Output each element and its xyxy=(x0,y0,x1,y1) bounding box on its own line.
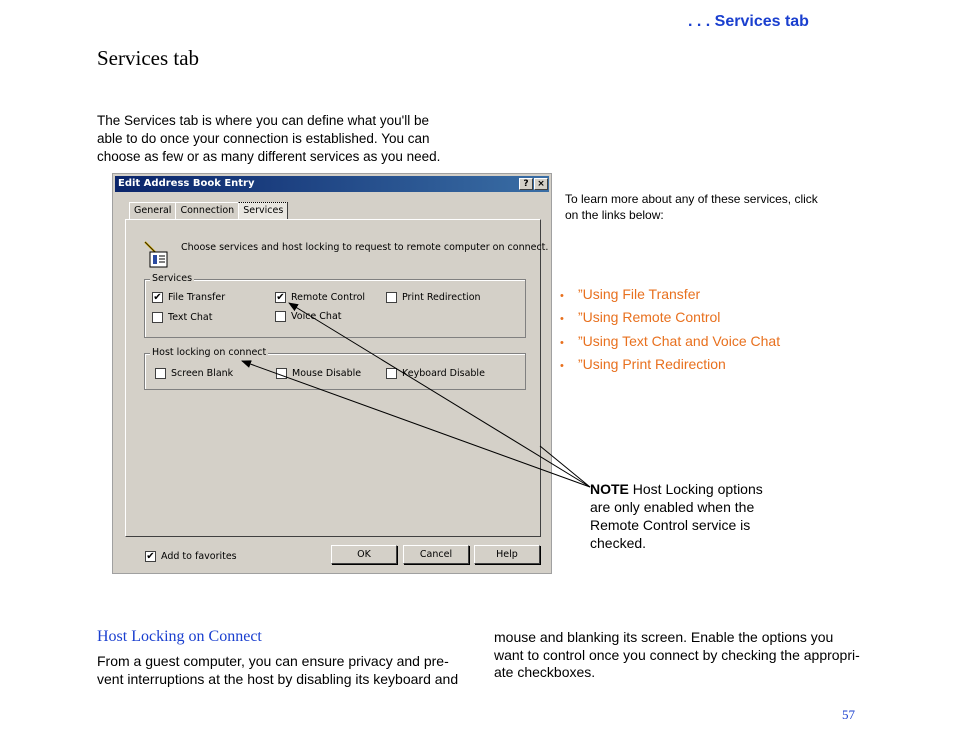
checkbox-label: Voice Chat xyxy=(291,311,342,322)
dialog-title: Edit Address Book Entry xyxy=(118,178,255,189)
section-text-right xyxy=(494,629,874,682)
arrow-to-host-locking xyxy=(242,361,590,487)
close-icon[interactable]: × xyxy=(534,178,548,190)
checkbox-label: Text Chat xyxy=(168,312,213,323)
section-heading: Host Locking on Connect xyxy=(97,628,262,645)
tab-services[interactable]: Services xyxy=(238,202,288,220)
arrow-to-keyboard xyxy=(540,446,590,487)
note-line: Remote Control service is xyxy=(590,517,751,533)
bullet: • xyxy=(560,290,564,302)
ok-button[interactable]: OK xyxy=(331,545,397,564)
checkbox-box[interactable]: ✔ xyxy=(276,292,285,303)
intro-line: able to do once your connection is established. You can xyxy=(97,131,430,146)
dialog-description: Choose services and host locking to request to remote computer on connect. xyxy=(181,242,549,253)
checkbox-label: Mouse Disable xyxy=(292,368,362,379)
host-locking-group-label: Host locking on connect xyxy=(152,347,267,358)
services-group-label: Services xyxy=(152,273,193,284)
help-icon[interactable]: ? xyxy=(519,178,533,190)
note-line: checked. xyxy=(590,535,647,551)
tab-general[interactable]: General xyxy=(129,202,176,220)
learn-more-line: on the links below: xyxy=(565,208,664,222)
section-line: vent interruptions at the host by disabling its keyboard and xyxy=(97,670,459,687)
section-line: mouse and blanking its screen. Enable the options you xyxy=(494,629,834,645)
bullet: • xyxy=(560,336,564,349)
link-text[interactable]: ”Using File Transfer xyxy=(578,286,701,302)
checkbox-box[interactable]: ✔ xyxy=(153,292,162,303)
link-text[interactable]: ”Using Remote Control xyxy=(578,309,721,326)
page-number: 57 xyxy=(842,707,855,722)
intro-line: choose as few or as many different services as you need. xyxy=(97,149,441,164)
section-line: From a guest computer, you can ensure privacy and pre- xyxy=(97,653,449,669)
checkbox-box[interactable]: ✔ xyxy=(146,551,155,562)
checkbox-label: File Transfer xyxy=(168,292,226,303)
link-text[interactable]: ”Using Print Redirection xyxy=(578,355,726,372)
checkbox-label: Remote Control xyxy=(291,292,366,303)
note-text: Host Locking options xyxy=(628,481,763,497)
bullet: • xyxy=(560,359,564,372)
page-title: Services tab xyxy=(97,46,200,70)
note-line: are only enabled when the xyxy=(590,499,755,515)
section-text-left xyxy=(97,653,467,688)
cancel-button[interactable]: Cancel xyxy=(403,545,469,564)
help-button[interactable]: Help xyxy=(474,545,540,564)
running-head: . . . Services tab xyxy=(688,13,809,30)
arrow-to-remote-control xyxy=(289,303,590,487)
tab-connection[interactable]: Connection xyxy=(175,202,239,220)
learn-more-line: To learn more about any of these services, click xyxy=(565,192,818,206)
note-label: NOTE xyxy=(590,481,629,497)
bullet: • xyxy=(560,313,564,326)
checkbox-label: Add to favorites xyxy=(161,551,237,562)
link-text[interactable]: ”Using Text Chat and Voice Chat xyxy=(578,332,781,349)
section-line: ate checkboxes. xyxy=(494,664,596,680)
section-line: want to control once you connect by checking the appropri- xyxy=(494,646,860,663)
checkbox-label: Screen Blank xyxy=(171,368,234,379)
checkbox-label: Keyboard Disable xyxy=(402,368,485,379)
checkbox-label: Print Redirection xyxy=(402,292,481,303)
intro-line: The Services tab is where you can define what you'll be xyxy=(97,113,430,128)
